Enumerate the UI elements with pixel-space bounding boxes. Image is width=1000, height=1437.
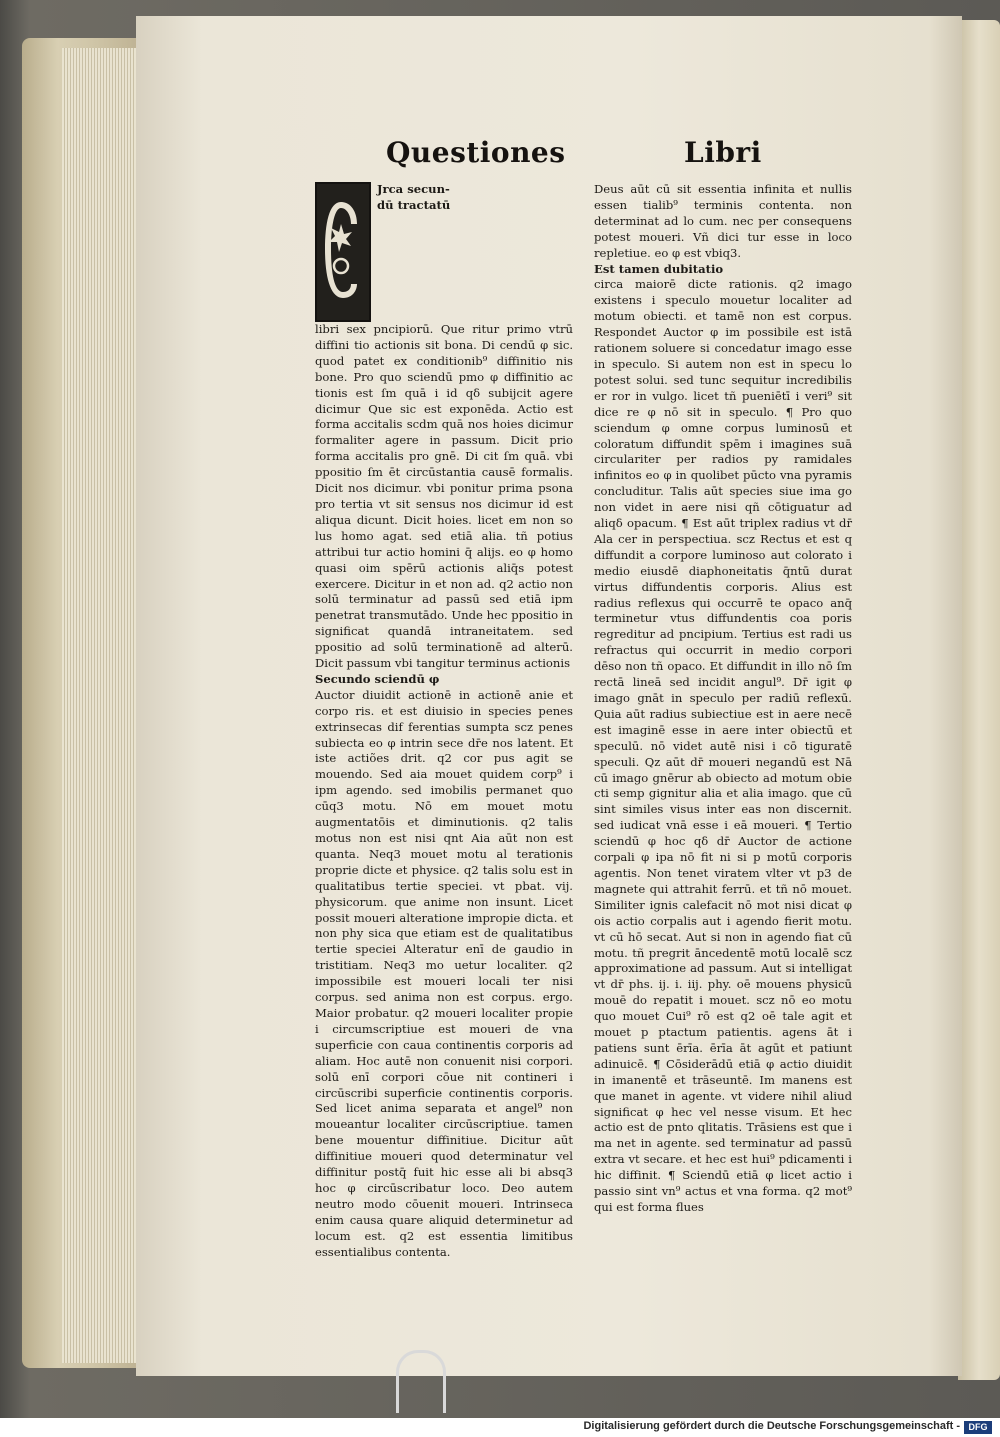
- text-column-left: [315, 182, 573, 1260]
- opening-line-1: Jrca secun-: [377, 182, 450, 196]
- dfg-logo-icon: DFG: [964, 1421, 992, 1434]
- text-column-right: [594, 182, 852, 1216]
- page-edges: [62, 48, 142, 1363]
- opening-lines: [377, 182, 573, 322]
- paragraph: Auctor diuidit actionē in actionē anie et corpo ris. et est diuisio in species penes extrinsecas dif ferentias sumpta scz penes subiecta eo φ intrin sece dr̄e nos latent. Et iste actiões drit. q2 cor pus agit se mouendo. Sed aia mouet quidem corp⁹ i ipm agendo. sed imobilis permanet quo cūq3 motu. Nō em mouet motu augmentatōis et diminutionis. q2 talis motus non est nisi qnt Aia aūt non est quanta. Neq3 mouet motu al terationis proprie dicte et physice. q2 talis solu est in qualitatibus tertie speciei. vt pbat. vij. physicorum. que anime non insunt. Licet possit moueri alteratione impropie dicta. et non phy sica que etiam est de qualitatibus tertie speciei Alteratur enī de gaudio in tristitiam. Neq3 mo uetur localiter. q2 impossibile est moueri locali ter nisi corpus. sed anima non est corpus. ergo. Maior probatur. q2 moueri localiter propie i circumscriptiue est moueri de vna superficie con caua continentis corporis ad aliam. Hoc autē non conuenit nisi corpori. solū enī corpori cōue nit contineri i circūscribi superficie continentis corporis. Sed licet anima separata et angel⁹ non moueantur localiter circūscriptiue. tamen bene mouentur diffinitiue. Dicitur aūt diffinitiue moueri quod determinatur vel diffinitur postq̄ fuit hic esse ali bi absq3 hoc φ circūscribatur loco. Deo autem neutro modo cōuenit moueri. Intrinseca enim causa quare aliquid determinetur ad locum est. q2 est essentia limitibus essentialibus contenta.: [315, 687, 573, 1259]
- book-stand-clip: [396, 1350, 446, 1413]
- ornament-icon: [321, 194, 361, 304]
- book-cover-right: [958, 20, 1000, 1380]
- paragraph: circa maiorē dicte rationis. q2 imago existens i speculo mouetur localiter ad motum obiecti. et tamē non est corpus. Respondet Auctor φ im possibile est istā rationem soluere si concedatur imago esse in speculo. Si autem non est in specu lo potest solui. sed tunc sequitur incredibilis er ror in vulgo. licet tñ pueniētī i veri⁹ sit dice re φ nō sit in speculo. ¶ Pro quo sciendum φ omne corpus luminosū et coloratum diffundit spēm i imagines suā circulariter per radios py ramidales infinitos eo φ in quolibet pūcto vna pyramis concluditur. Talis aūt species siue ima go non videt in aere nisi qñ cōtiguatur ad aliqδ opacum. ¶ Est aūt triplex radius vt dr̄ Ala cer in perspectiua. scz Rectus et est q diffundit a corpore luminoso aut colorato i medio eiusdē diaphoneitatis q̄ntū durat virtus diffundentis corporis. Alius est radius reflexus qui occurrē te opaco anq̄ terminetur vtus diffundentis coa poris regreditur ad pncipium. Tertius est radi us refractus qui occurrit in medio corpori dēso non tñ opaco. Et diffundit in illo nō ſm rectā lineā sed incidit angul⁹. Dr̄ igit φ imago gnāt in speculo per radiū reflexū. Quia aūt radius subiectiue est in aere necē est imaginē esse in aere inter obiectū et speculū. nō videt autē nisi i cō tiguratē speculi. Qz aūt dr̄ moueri negandū est Nā cū imago gnērur ab obiecto ad motum obie cti semp gignitur alia et alia imago. que cū sint similes visus inter eas non discernit. sed iudicat vnā esse i eā moueri. ¶ Tertio sciendū φ hoc qδ dr̄ Auctor de actione corpali φ ipa nō fit ni si p motū corporis agentis. Non tenet viratem vlter vt p3 de magnete qui attrahit ferrū. et tñ nō mouet. Similiter ignis calefacit nō mot nisi dicat φ ois actio corpalis aut i agendo fierit motu. vt cū hō secat. Aut si non in agendo fiat cū motu. tñ pregrit āncedentē motū localē scz approximatione ad passum. Aut si intelligat vt dr̄ phs. ij. i. iij. phy. oē mouens physicū mouē do repatit i mouet. scz nō eo motu quo mouet Cui⁹ rō est q2 oē tale agit et mouet p ptactum patientis. agens āt i patiens sunt ērīa. ērīa āt agūt et patiunt adinuicē. ¶ Cōsiderādū etiā φ actio diuidit in imanentē et trāseuntē. Im manens est que manet in agente. vt videre nihil aliud significat φ hec vel nesse visum. Et hec actio est de pnto qlitatis. Trāsiens est que i ma net in agente. sed terminatur ad passū extra vt secare. et hec est hui⁹ pdicamenti i hic diffinit. ¶ Sciendū etiā φ licet actio i passio sint vn⁹ actus et vna forma. q2 mot⁹ qui est forma flues: [594, 277, 852, 1214]
- opening-line-2: dū tractatū: [377, 197, 451, 212]
- running-head-left: Questiones: [386, 136, 566, 169]
- section-subhead: Est tamen dubitatio: [594, 261, 724, 276]
- decorated-initial: [315, 182, 371, 322]
- chapter-opening: [315, 182, 573, 322]
- footer-bar: [0, 1418, 1000, 1437]
- funding-credit: Digitalisierung gefördert durch die Deutsche Forschungsgemeinschaft -: [583, 1420, 960, 1432]
- section-subhead: Secundo sciendū φ: [315, 671, 440, 686]
- paragraph: Deus aūt cū sit essentia infinita et nullis essen tialib⁹ terminis contenta. non determinat ad lo cum. nec per consequens potest moueri. Vñ dici tur esse in loco repletiue. eo φ est vbiq3.: [594, 182, 852, 260]
- running-head-right: Libri: [684, 136, 762, 169]
- paragraph: libri sex pncipiorū. Que ritur primo vtrū diffini tio actionis sit bona. Di cendū φ sic. quod patet ex conditionib⁹ diffinitio nis bone. Pro quo sciendū pmo φ diffinitio ac tionis est ſm quā i id qδ subijcit agere dicimur Que sic est exponēda. Actio est forma accitalis scdm quā nos hoies dicimur formaliter agere in passum. Dicit prio forma accitalis pro gnē. Di cit ſm quā. vbi ppositio ſm ēt circūstantia causē formalis. Dicit nos dicimur. vbi ponitur prima psona pro tertia vt sit sensus nos dicimur id est aliqua dicunt. Dicit hoies. licet em non so lus homo agat. sed etiā alia. tñ potius attribui tur actio homini q̄ alijs. eo φ homo quasi oim spērū actionis aliq̄s potest exercere. Dicitur in et non ad. q2 actio non solū terminatur ad passū sed etiā ipm penetrat transmutādo. Unde hec ppositio in significat quandā intraneitatem. sed ppositio ad solū terminationē ad alterū. Dicit passum vbi tangitur terminus actionis: [315, 322, 573, 671]
